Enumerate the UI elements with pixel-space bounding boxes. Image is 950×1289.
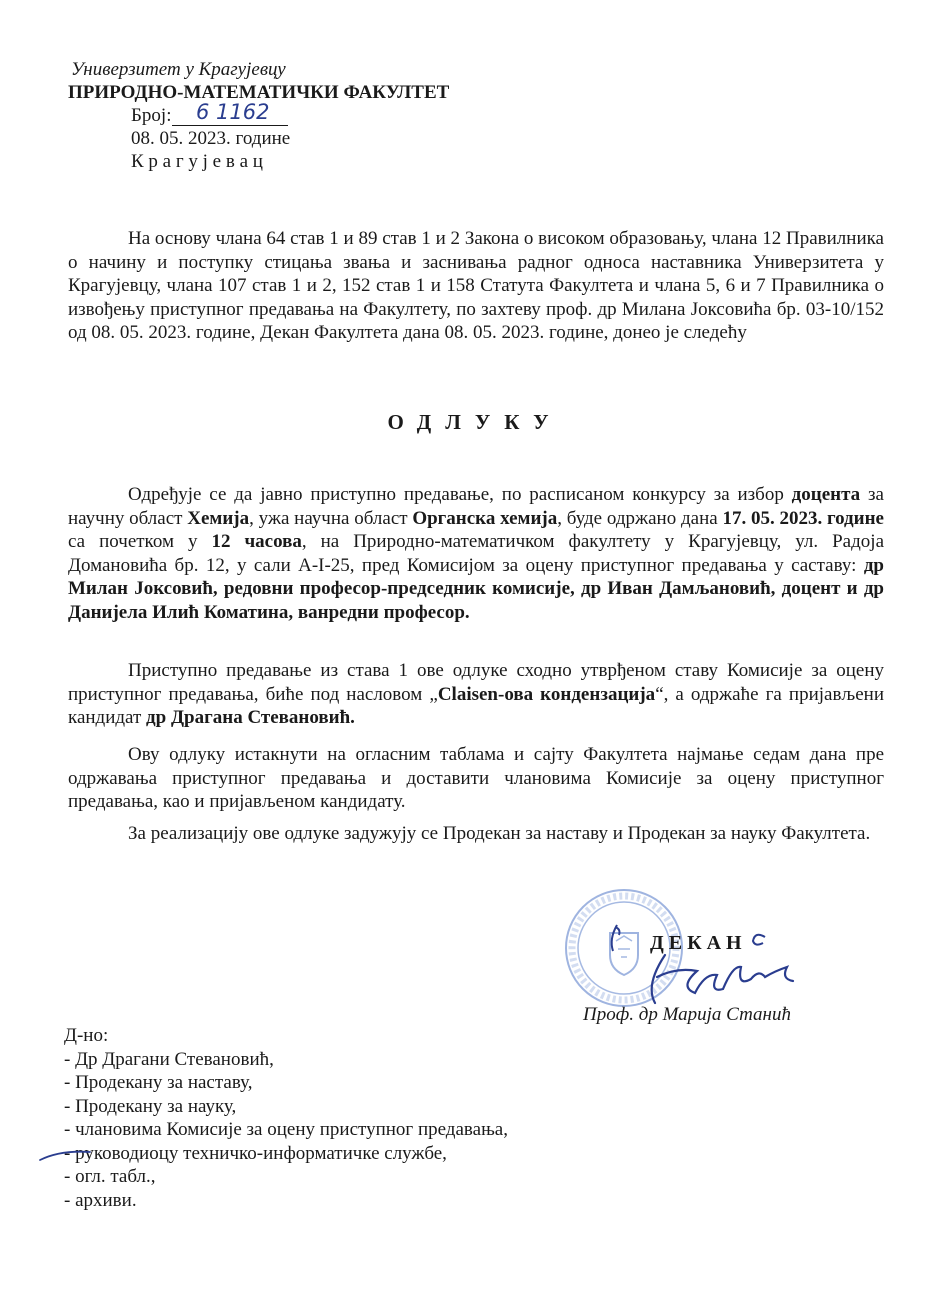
decision-paragraph-3: Ову одлуку истакнути на огласним таблама и сајту Факултета најмање седам дана пре одржавања приступног предавања и доставити члановима Комисије за оцену приступног предавања, као и пријављеном кандидату. <box>68 744 884 812</box>
document-number-label: Број: <box>131 105 172 126</box>
distribution-item: - Др Драгани Стевановић, <box>64 1048 274 1070</box>
distribution-item: - Продекану за науку, <box>64 1095 237 1117</box>
distribution-item: - огл. табл., <box>64 1166 156 1187</box>
intro-paragraph: На основу члана 64 став 1 и 89 став 1 и 2 Закона о високом образовању, члана 12 Правилника о начину и поступку стицања звања и заснивања радног односа наставника Универзитета у Крагујевцу, члана 107 став 1 и 2, 152 став 1 и 158 Статута Факултета и члана 5, 6 и 7 Правилника о извођењу приступног предавања на Факултету, по захтеву проф. др Милана Јоксовића бр. 03-10/152 од 08. 05. 2023. године, Декан Факултета дана 08. 05. 2023. године, донео је следећу <box>68 228 884 343</box>
number-underline <box>172 125 288 126</box>
handwritten-mark <box>38 1144 108 1166</box>
distribution-label: Д-но: <box>64 1025 109 1046</box>
distribution-item: - Продекану за наставу, <box>64 1072 253 1093</box>
dean-name: Проф. др Марија Станић <box>583 1004 791 1025</box>
decision-paragraph-4: За реализацију ове одлуке задужују се Продекан за наставу и Продекан за науку Факултета. <box>128 823 871 844</box>
faculty-name: ПРИРОДНО-МАТЕМАТИЧКИ ФАКУЛТЕТ <box>68 82 450 103</box>
decision-paragraph-2: Приступно предавање из става 1 ове одлуке сходно утврђеном ставу Комисије за оцену приступног предавања, биће под насловом „Claisen-ова кондензација“, а одржаће га пријављени кандидат др Драгана Стевановић. <box>68 660 885 728</box>
document-number-handwritten: 6 1162 <box>196 100 270 124</box>
dean-signature <box>595 915 845 1015</box>
document-date: 08. 05. 2023. године <box>131 128 291 149</box>
distribution-item: - архиви. <box>64 1189 137 1211</box>
university-name: Универзитет у Крагујевцу <box>71 59 286 80</box>
document-city: К р а г у ј е в а ц <box>131 151 263 172</box>
distribution-item: - члановима Комисије за оцену приступног предавања, <box>64 1119 508 1140</box>
dean-title: Д Е К А Н <box>650 932 742 954</box>
distribution-item: - руководиоцу техничко-информатичке службе, <box>64 1142 447 1164</box>
decision-paragraph-1: Одређује се да јавно приступно предавање, по расписаном конкурсу за избор доцента за научну област Хемија, ужа научна област Органска хемија, буде одржано дана 17. 05. 2023. године са почетком у 12 часова, на Природно-математичком факултету у Крагујевцу, ул. Радоја Домановића бр. 12, у сали А-I-25, пред Комисијом за оцену приступног предавања у саставу: др Милан Јоксовић, редовни професор-председник комисије, др Иван Дамљановић, доцент и др Данијела Илић Коматина, ванредни професор. <box>68 484 884 623</box>
decision-title: ОДЛУКУ <box>387 410 563 434</box>
distribution-list <box>64 1024 508 1212</box>
